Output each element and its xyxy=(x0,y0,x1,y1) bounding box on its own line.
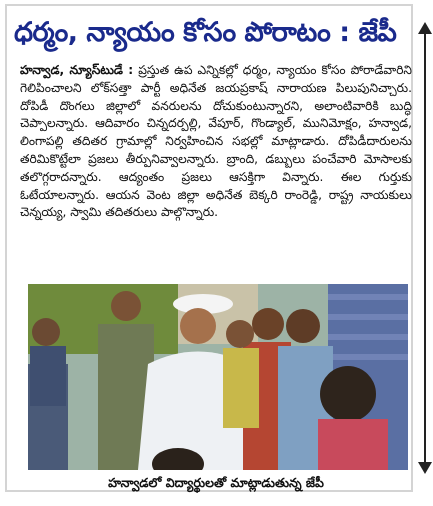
article-body-text: ప్రస్తుత ఉప ఎన్నికల్లో ధర్మం, న్యాయం కోసం పోరాడేవారిని గెలిపించాలని లోక్‌సత్తా పార్టీ అధినేత జయప్రకాష్ నారాయణ పిలుపునిచ్చారు. దోపిడీ దొంగలు జిల్లాలో వనరులను దోచుకుంటున్నారని, అలాంటివారికి బుద్ధి చెప్పాలన్నారు. ఆదివారం చిన్నదర్పల్లి, వేపూర్, గొండ్యాల్, మునిమోక్షం, హన్వాడ, లింగాపల్లి తదితర గ్రామాల్లో నిర్వహించిన సభల్లో మాట్లాడారు. దోపిడీదారులను తరిమికొట్టేలా ప్రజలు తీర్పునివ్వాలన్నారు. బ్రాంది, డబ్బులు పంచేవారి మోసాలకు తలొగ్గరాదన్నారు. ఆద్యంతం ప్రజలు ఆసక్తిగా విన్నారు. ఈల గుర్తుకు ఓటేయాలన్నారు. ఆయన వెంట జిల్లా అధినేత బెక్కరి రాంరెడ్డి, రాష్ట్ర నాయకులు చెన్నయ్య, స్వామి తదితరులు పాల్గొన్నారు. xyxy=(20,63,412,220)
photo-caption: హన్వాడలో విద్యార్థులతో మాట్లాడుతున్న జేపీ xyxy=(108,475,324,490)
vertical-extent-arrow-icon xyxy=(417,22,433,492)
article-body xyxy=(20,62,412,276)
article-photo xyxy=(28,284,408,470)
article-headline: ధర్మం, న్యాయం కోసం పోరాటం : జేపీ xyxy=(14,17,397,48)
article-dateline: హన్వాడ, న్యూస్‌టుడే : xyxy=(20,63,134,77)
